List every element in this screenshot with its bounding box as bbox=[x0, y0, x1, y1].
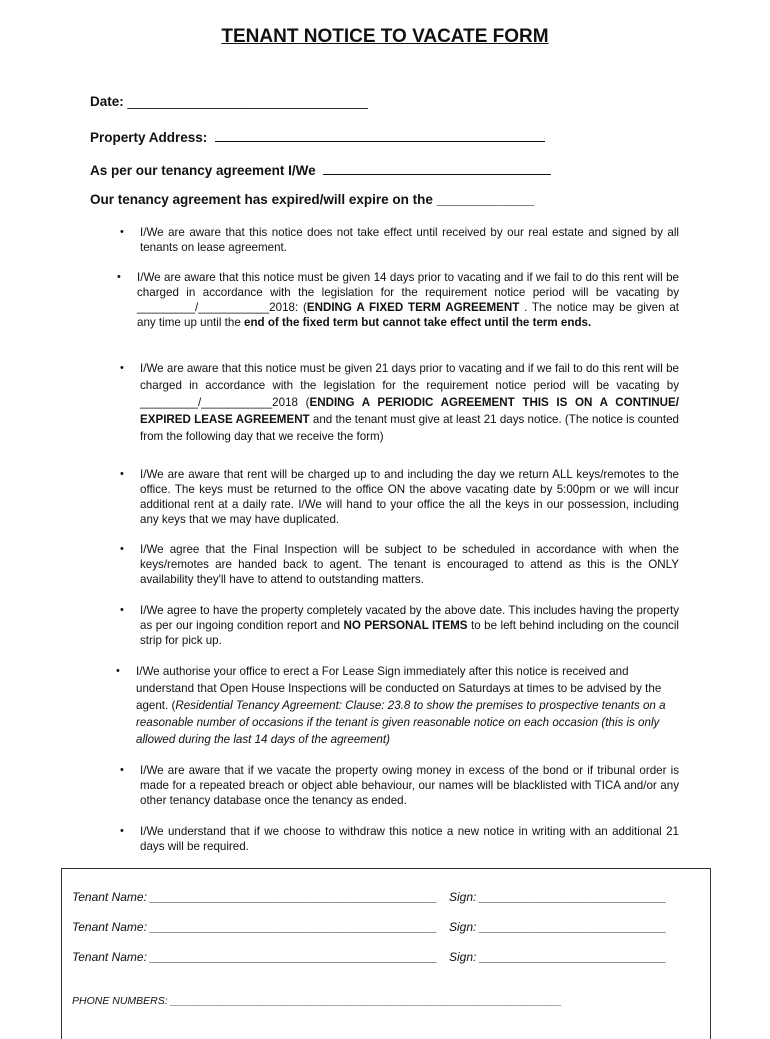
item-text: I/We authorise your office to erect a For Lease Sign immediately after this notice is received and understand that Open House Inspections will be conducted on Saturdays at times to be advised by the agent. ( bbox=[136, 665, 662, 712]
list-item bbox=[116, 663, 679, 748]
list-item bbox=[120, 467, 679, 527]
item-text-bold: end of the fixed term but cannot take effect until the term ends. bbox=[244, 316, 592, 329]
bullet-icon: • bbox=[120, 226, 124, 238]
property-address-field[interactable] bbox=[90, 127, 545, 145]
bullet-icon: • bbox=[120, 468, 124, 480]
sign-field[interactable]: Sign: ____________________________ bbox=[449, 920, 667, 934]
item-text: I/We are aware that if we vacate the property owing money in excess of the bond or if tribunal order is made for a repeated breach or object able behaviour, our names will be blacklisted with TICA and/or any other tenancy database once the tenancy as ended. bbox=[140, 764, 679, 807]
tenant-name-field[interactable]: Tenant Name: ___________________________________________ bbox=[72, 920, 438, 934]
tenant-signature-row-2[interactable] bbox=[72, 920, 667, 934]
item-text: I/We agree to have the property completely vacated by the above date. This includes having the property as per our ingoing condition report and bbox=[140, 604, 679, 632]
bullet-icon: • bbox=[120, 543, 124, 555]
tenant-signature-row-1[interactable] bbox=[72, 890, 667, 904]
tenants-line[interactable] bbox=[323, 160, 551, 175]
tenancy-agreement-label: As per our tenancy agreement I/We bbox=[90, 163, 316, 178]
item-text: I/We are aware that this notice does not take effect until received by our real estate and signed by all tenants on lease agreement. bbox=[140, 226, 679, 254]
expiry-label: Our tenancy agreement has expired/will expire on the bbox=[90, 192, 433, 207]
list-item bbox=[120, 542, 679, 587]
expiry-field[interactable] bbox=[90, 192, 534, 207]
list-item bbox=[120, 360, 679, 445]
list-item bbox=[120, 225, 679, 255]
item-text: . The notice may be given at any time up until the bbox=[137, 301, 680, 329]
property-address-label: Property Address: bbox=[90, 130, 208, 145]
bullet-icon: • bbox=[116, 665, 120, 677]
tenant-name-field[interactable]: Tenant Name: ___________________________________________ bbox=[72, 890, 438, 904]
date-field[interactable] bbox=[90, 94, 368, 109]
bullet-icon: • bbox=[120, 764, 124, 776]
item-text: I/We are aware that rent will be charged up to and including the day we return ALL keys/remotes to the office. The keys must be returned to the office ON the above vacating date by 5:00pm or we will incur additional rent at a daily rate. I/We will hand to your office the all the keys in our possession, including any keys that we may have duplicated. bbox=[140, 468, 679, 526]
bullet-icon: • bbox=[120, 825, 124, 837]
sign-field[interactable]: Sign: ____________________________ bbox=[449, 890, 667, 904]
list-item bbox=[120, 763, 679, 808]
property-address-line[interactable] bbox=[215, 127, 545, 142]
item-text: and the tenant must give at least 21 days notice. (The notice is counted from the following day that we receive the form) bbox=[140, 413, 679, 443]
date-label: Date: bbox=[90, 94, 124, 109]
item-text-bold: ENDING A PERIODIC AGREEMENT THIS IS ON A CONTINUE/ EXPIRED LEASE AGREEMENT bbox=[140, 396, 679, 426]
expiry-blank: _____________ bbox=[436, 192, 535, 207]
item-text-italic: Residential Tenancy Agreement: Clause: 23.8 to show the premises to prospective tenants on a reasonable number of occasions if the tenant is given reasonable notice on each occasion (this is only allowed during the last 14 days of the agreement) bbox=[136, 699, 666, 746]
list-item bbox=[117, 270, 680, 330]
item-text: to be left behind including on the council strip for pick up. bbox=[140, 619, 680, 647]
item-text: I/We understand that if we choose to withdraw this notice a new notice in writing with an additional 21 days will be required. bbox=[140, 825, 679, 853]
form-title: TENANT NOTICE TO VACATE FORM bbox=[221, 26, 549, 47]
tenants-field[interactable] bbox=[90, 160, 551, 178]
tenant-signature-row-3[interactable] bbox=[72, 950, 667, 964]
phone-numbers-field[interactable]: PHONE NUMBERS: ___________________________________________________________________ bbox=[72, 995, 562, 1007]
item-text: I/We agree that the Final Inspection will be subject to be scheduled in accordance with when the keys/remotes are handed back to agent. The tenant is encouraged to attend as this is the ONLY availability they'll have to attend to outstanding matters. bbox=[140, 543, 679, 586]
tenant-name-field[interactable]: Tenant Name: ___________________________________________ bbox=[72, 950, 438, 964]
bullet-icon: • bbox=[117, 271, 121, 283]
item-text-bold: NO PERSONAL ITEMS bbox=[343, 619, 468, 632]
item-text-bold: ENDING A FIXED TERM AGREEMENT bbox=[306, 301, 520, 314]
date-blank: ________________________________ bbox=[127, 94, 368, 109]
item-text: I/We are aware that this notice must be given 14 days prior to vacating and if we fail to do this rent will be charged in accordance with the legislation for the requirement notice period will be vacating by _________/___________2018: ( bbox=[137, 271, 679, 314]
item-text: I/We are aware that this notice must be given 21 days prior to vacating and if we fail to do this rent will be charged in accordance with the legislation for the requirement notice period will be vacating by _________/___________2018 ( bbox=[140, 362, 679, 409]
list-item bbox=[120, 603, 680, 648]
sign-field[interactable]: Sign: ____________________________ bbox=[449, 950, 667, 964]
bullet-icon: • bbox=[120, 604, 124, 616]
bullet-icon: • bbox=[120, 362, 124, 374]
list-item bbox=[120, 824, 679, 854]
